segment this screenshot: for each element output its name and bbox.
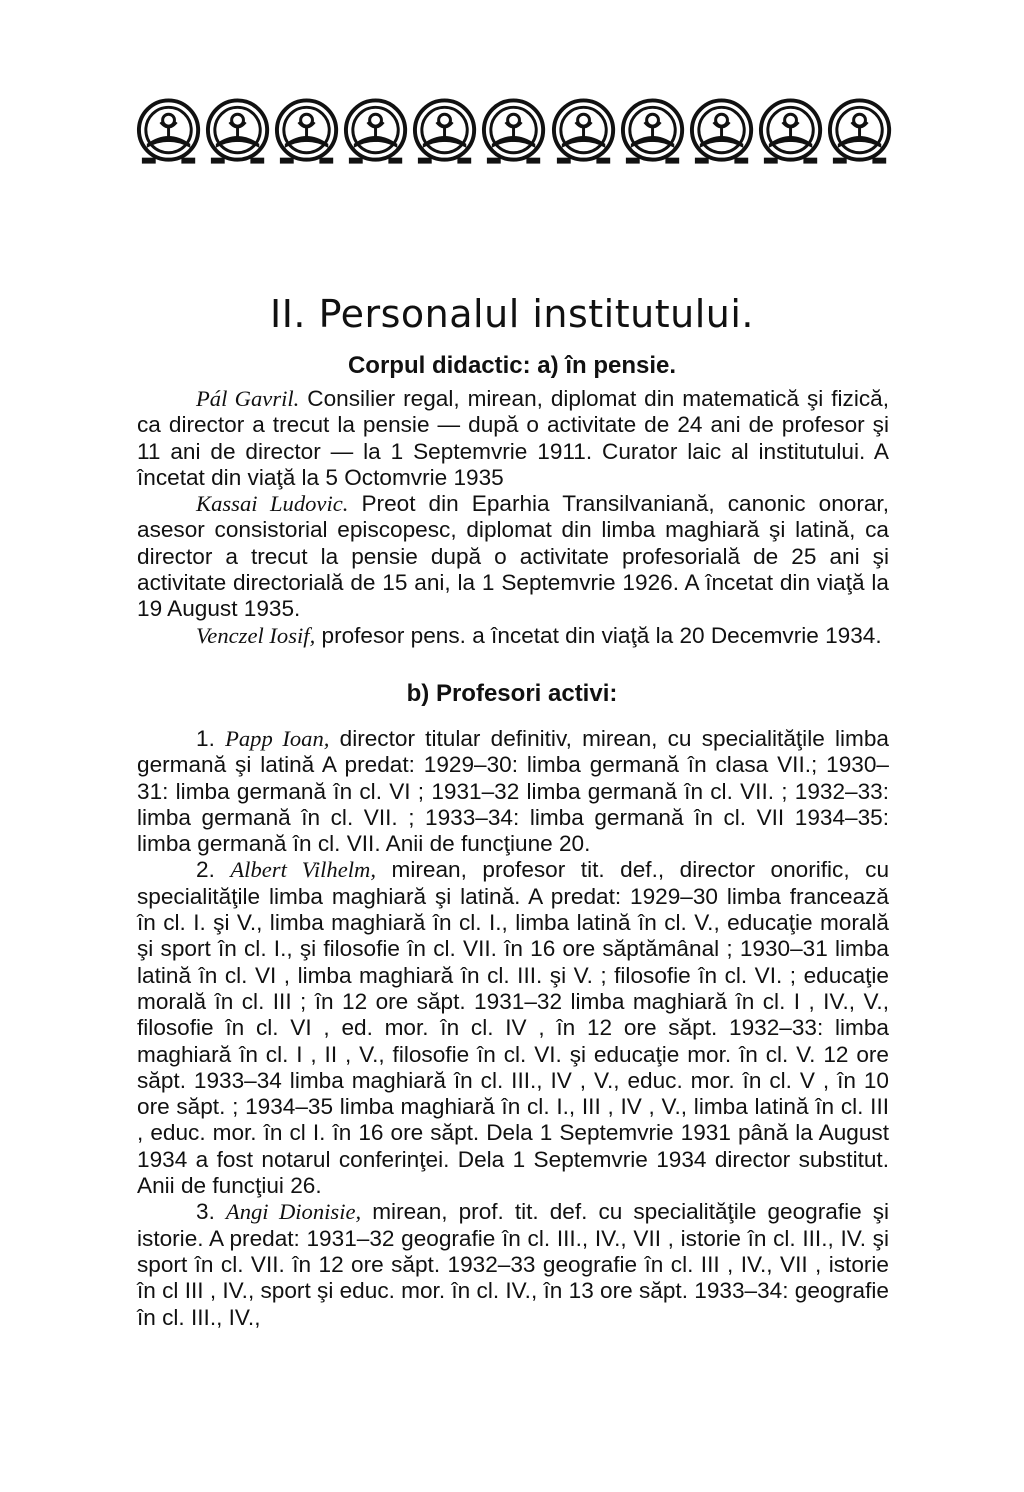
decorative-medallion-icon — [756, 98, 825, 166]
entry-number: 3. — [196, 1199, 215, 1225]
entry-number: 1. — [196, 726, 215, 751]
retired-staff-list — [137, 386, 889, 649]
person-name: Angi Dionisie, — [225, 1199, 362, 1225]
active-staff-list — [137, 726, 889, 1331]
ornament-border — [134, 98, 894, 166]
entry-text: director titular definitiv, mirean, cu specialităţile limba germană şi latină A predat: 1929–30: limba germană în clasa VII.; 1930–31: limba germană în cl. VI ; 1931–32 limba germană în cl. VII. ; 1932–33: limba germană în cl. VII. ; 1933–34: limba germană în cl. VII 1934–35: limba germană în cl. VII. Anii de funcţiune 20. — [137, 726, 889, 857]
entry-text: mirean, prof. tit. def. cu specialităţile geografie şi istorie. A predat: 1931–32 geografie în cl. III., IV., VII , istorie în cl. III., IV. şi sport în cl. VII. în 12 ore săpt. 1932–33 geografie în cl. III , IV., VII , istorie în cl III , IV., sport şi educ. mor. în cl. IV., în 13 ore săpt. 1933–34: geografie în cl. III., IV., — [137, 1199, 890, 1330]
retired-entry — [137, 386, 889, 491]
decorative-medallion-icon — [479, 98, 548, 166]
decorative-medallion-icon — [549, 98, 618, 166]
retired-entry — [137, 491, 889, 622]
active-entry — [137, 726, 889, 857]
decorative-medallion-icon — [341, 98, 410, 166]
decorative-medallion-icon — [410, 98, 479, 166]
decorative-medallion-icon — [272, 98, 341, 166]
decorative-medallion-icon — [618, 98, 687, 166]
entry-text: profesor pens. a încetat din viaţă la 20 Decemvrie 1934. — [321, 622, 882, 648]
entry-text: Consilier regal, mirean, diplomat din matematică şi fizică, ca director a trecut la pensie — după o activitate de 24 ani de profesor şi 11 ani de director — la 1 Septemvrie 1911. Curator laic al institutului. A încetat din viaţă la 5 Octomvrie 1935 — [137, 386, 889, 490]
subheading-active: b) Profesori activi: — [406, 680, 618, 707]
retired-entry — [137, 623, 889, 649]
decorative-medallion-icon — [203, 98, 272, 166]
decorative-medallion-icon — [687, 98, 756, 166]
subheading-retired: Corpul didactic: a) în pensie. — [347, 352, 677, 379]
person-name: Venczel Iosif, — [196, 622, 316, 648]
person-name: Albert Vilhelm, — [230, 857, 376, 883]
person-name: Papp Ioan, — [225, 726, 330, 751]
person-name: Pál Gavril. — [196, 386, 300, 411]
entry-text: mirean, profesor tit. def., director onorific, cu specialităţile limba maghiară şi latină. A predat: 1929–30 limba franceazǎ în cl. I. şi V., limba maghiară în cl. I., limba latină în cl. V., educaţie morală şi sport în cl. I., şi filosofie în cl. VII. în 16 ore săptămânal ; 1930–31 limba latină în cl. VI , limba maghiară în cl. III. şi V. ; filosofie în cl. VI. ; educaţie morală în cl. III ; în 12 ore săpt. 1931–32 limba maghiară în cl. I , IV., V., filosofie în cl. VI , ed. mor. în cl. IV , în 12 ore săpt. 1932–33: limba maghiară în cl. I , II , V., filosofie în cl. VI. şi educaţie mor. în cl. V. 12 ore săpt. 1933–34 limba maghiară în cl. III., IV , V., educ. mor. în cl. V , în 10 ore săpt. ; 1934–35 limba maghiară în cl. I., III , IV , V., limba latină în cl. III , educ. mor. în cl I. în 16 ore săpt. Dela 1 Septemvrie 1931 până la August 1934 a fost notarul conferinţei. Dela 1 Septemvrie 1934 director substitut. Anii de funcţiui 26. — [137, 857, 890, 1199]
decorative-medallion-icon — [134, 98, 203, 166]
active-entry — [137, 1199, 889, 1330]
active-entry — [137, 857, 889, 1199]
section-heading: II. Personalul institutului. — [270, 292, 754, 336]
entry-text: Preot din Eparhia Transilvaniană, canonic onorar, asesor consistorial episcopesc, diplomat din limba maghiară şi latină, ca director a trecut la pensie după o activitate profesorială de 25 ani şi activitate directorială de 15 ani, la 1 Septemvrie 1926. A încetat din viaţă la 19 August 1935. — [137, 491, 889, 622]
entry-number: 2. — [196, 857, 215, 883]
decorative-medallion-icon — [825, 98, 894, 166]
person-name: Kassai Ludovic. — [196, 491, 349, 517]
